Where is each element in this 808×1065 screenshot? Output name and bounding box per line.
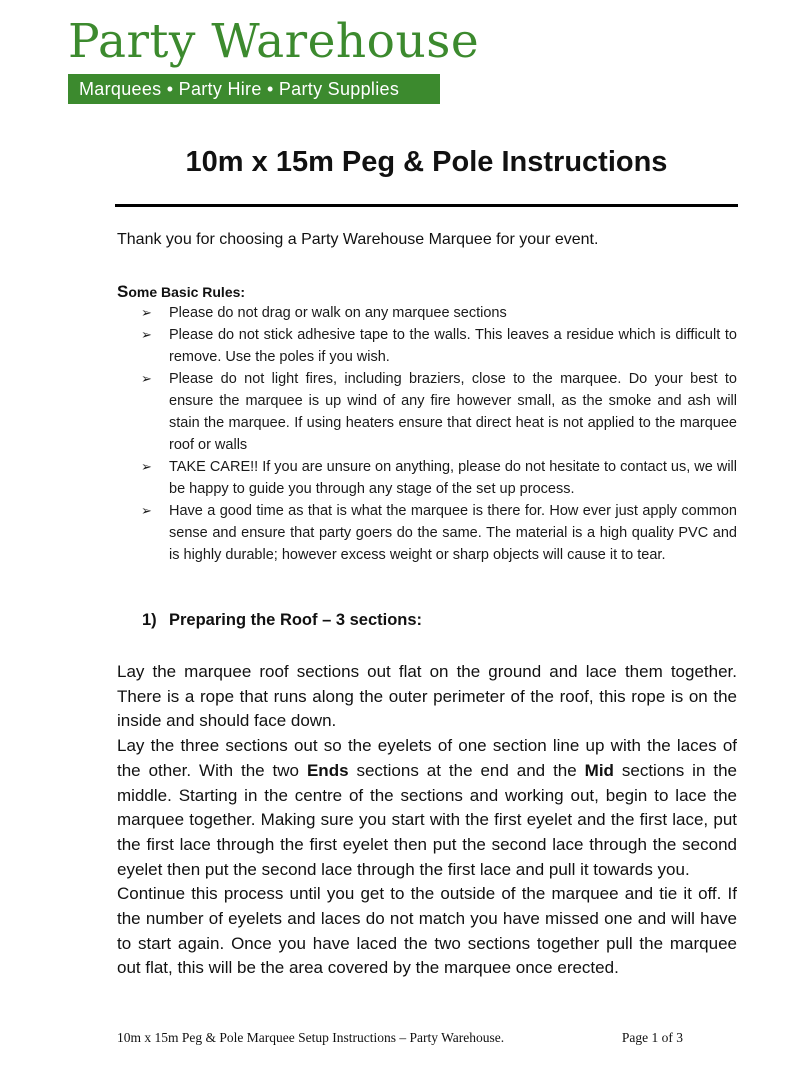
mid-label: Mid	[584, 760, 614, 780]
paragraph-text: sections at the end and the	[348, 760, 585, 780]
section-number: 1)	[142, 611, 157, 629]
paragraph-text: sections in the middle. Starting in the centre of the sections and working out, begin to lace the marquee together. Making sure you start with the first eyelet and the first lace, put the first lace through the first eyelet then put the second lace through the second eyelet then put the second lace through the first lace and pull it towards you.	[117, 760, 737, 879]
arrow-bullet-icon: ➢	[141, 327, 152, 342]
section-heading	[142, 611, 422, 630]
rule-text: TAKE CARE!! If you are unsure on anything, please do not hesitate to contact us, we will be happy to guide you through any stage of the set up process.	[169, 459, 737, 497]
footer-document-title: 10m x 15m Peg & Pole Marquee Setup Instructions – Party Warehouse.	[117, 1030, 505, 1045]
rule-item	[117, 324, 737, 368]
paragraph-text: Lay the three sections out so the eyelets of one section line up with the laces of the other. With the two	[117, 736, 737, 780]
rules-list	[117, 302, 737, 566]
logo-tagline: Marquees • Party Hire • Party Supplies	[68, 74, 440, 104]
rule-text: Please do not stick adhesive tape to the walls. This leaves a residue which is difficult to remove. Use the poles if you wish.	[169, 327, 737, 365]
rules-heading-rest: ome Basic Rules:	[128, 284, 246, 300]
rules-heading-initial: S	[117, 282, 129, 301]
arrow-bullet-icon: ➢	[141, 503, 152, 518]
paragraph-continue: Continue this process until you get to the outside of the marquee and tie it off. If the number of eyelets and laces do not match you have missed one and will have to start again. Once you have laced the two sections together pull the marquee out flat, this will be the area covered by the marquee once erected.	[117, 884, 737, 978]
rule-item	[117, 456, 737, 500]
rule-text: Please do not light fires, including braziers, close to the marquee. Do your best to ensure the marquee is up wind of any fire however small, as the smoke and ash will stain the marquee. If using heaters ensure that direct heat is not applied to the marquee roof or walls	[169, 371, 737, 453]
rule-item	[117, 368, 737, 456]
page-footer	[117, 1030, 683, 1046]
section-heading-text: Preparing the Roof – 3 sections:	[169, 611, 423, 629]
logo-wordmark: Party Warehouse	[68, 14, 480, 69]
paragraph-lacing	[117, 734, 737, 882]
ends-label: Ends	[306, 760, 349, 780]
rule-item	[117, 500, 737, 566]
intro-text: Thank you for choosing a Party Warehouse Marquee for your event.	[117, 231, 599, 248]
arrow-bullet-icon: ➢	[141, 459, 152, 474]
title-divider	[115, 204, 738, 207]
paragraph-roof-layout: Lay the marquee roof sections out flat on the ground and lace them together. There is a rope that runs along the outer perimeter of the roof, this rope is on the inside and should face down.	[117, 662, 737, 731]
party-warehouse-logo	[68, 12, 480, 104]
section-body	[117, 660, 737, 981]
arrow-bullet-icon: ➢	[141, 371, 152, 386]
footer-page-number: Page 1 of 3	[621, 1030, 683, 1045]
rules-heading	[117, 282, 245, 302]
arrow-bullet-icon: ➢	[141, 305, 152, 320]
rule-text: Please do not drag or walk on any marquee sections	[169, 305, 507, 321]
rule-item	[117, 302, 737, 324]
rule-text: Have a good time as that is what the marquee is there for. How ever just apply common sense and ensure that party goers do the same. The material is a high quality PVC and is highly durable; however excess weight or sharp objects will cause it to tear.	[169, 503, 737, 563]
page-title: 10m x 15m Peg & Pole Instructions	[185, 146, 668, 178]
